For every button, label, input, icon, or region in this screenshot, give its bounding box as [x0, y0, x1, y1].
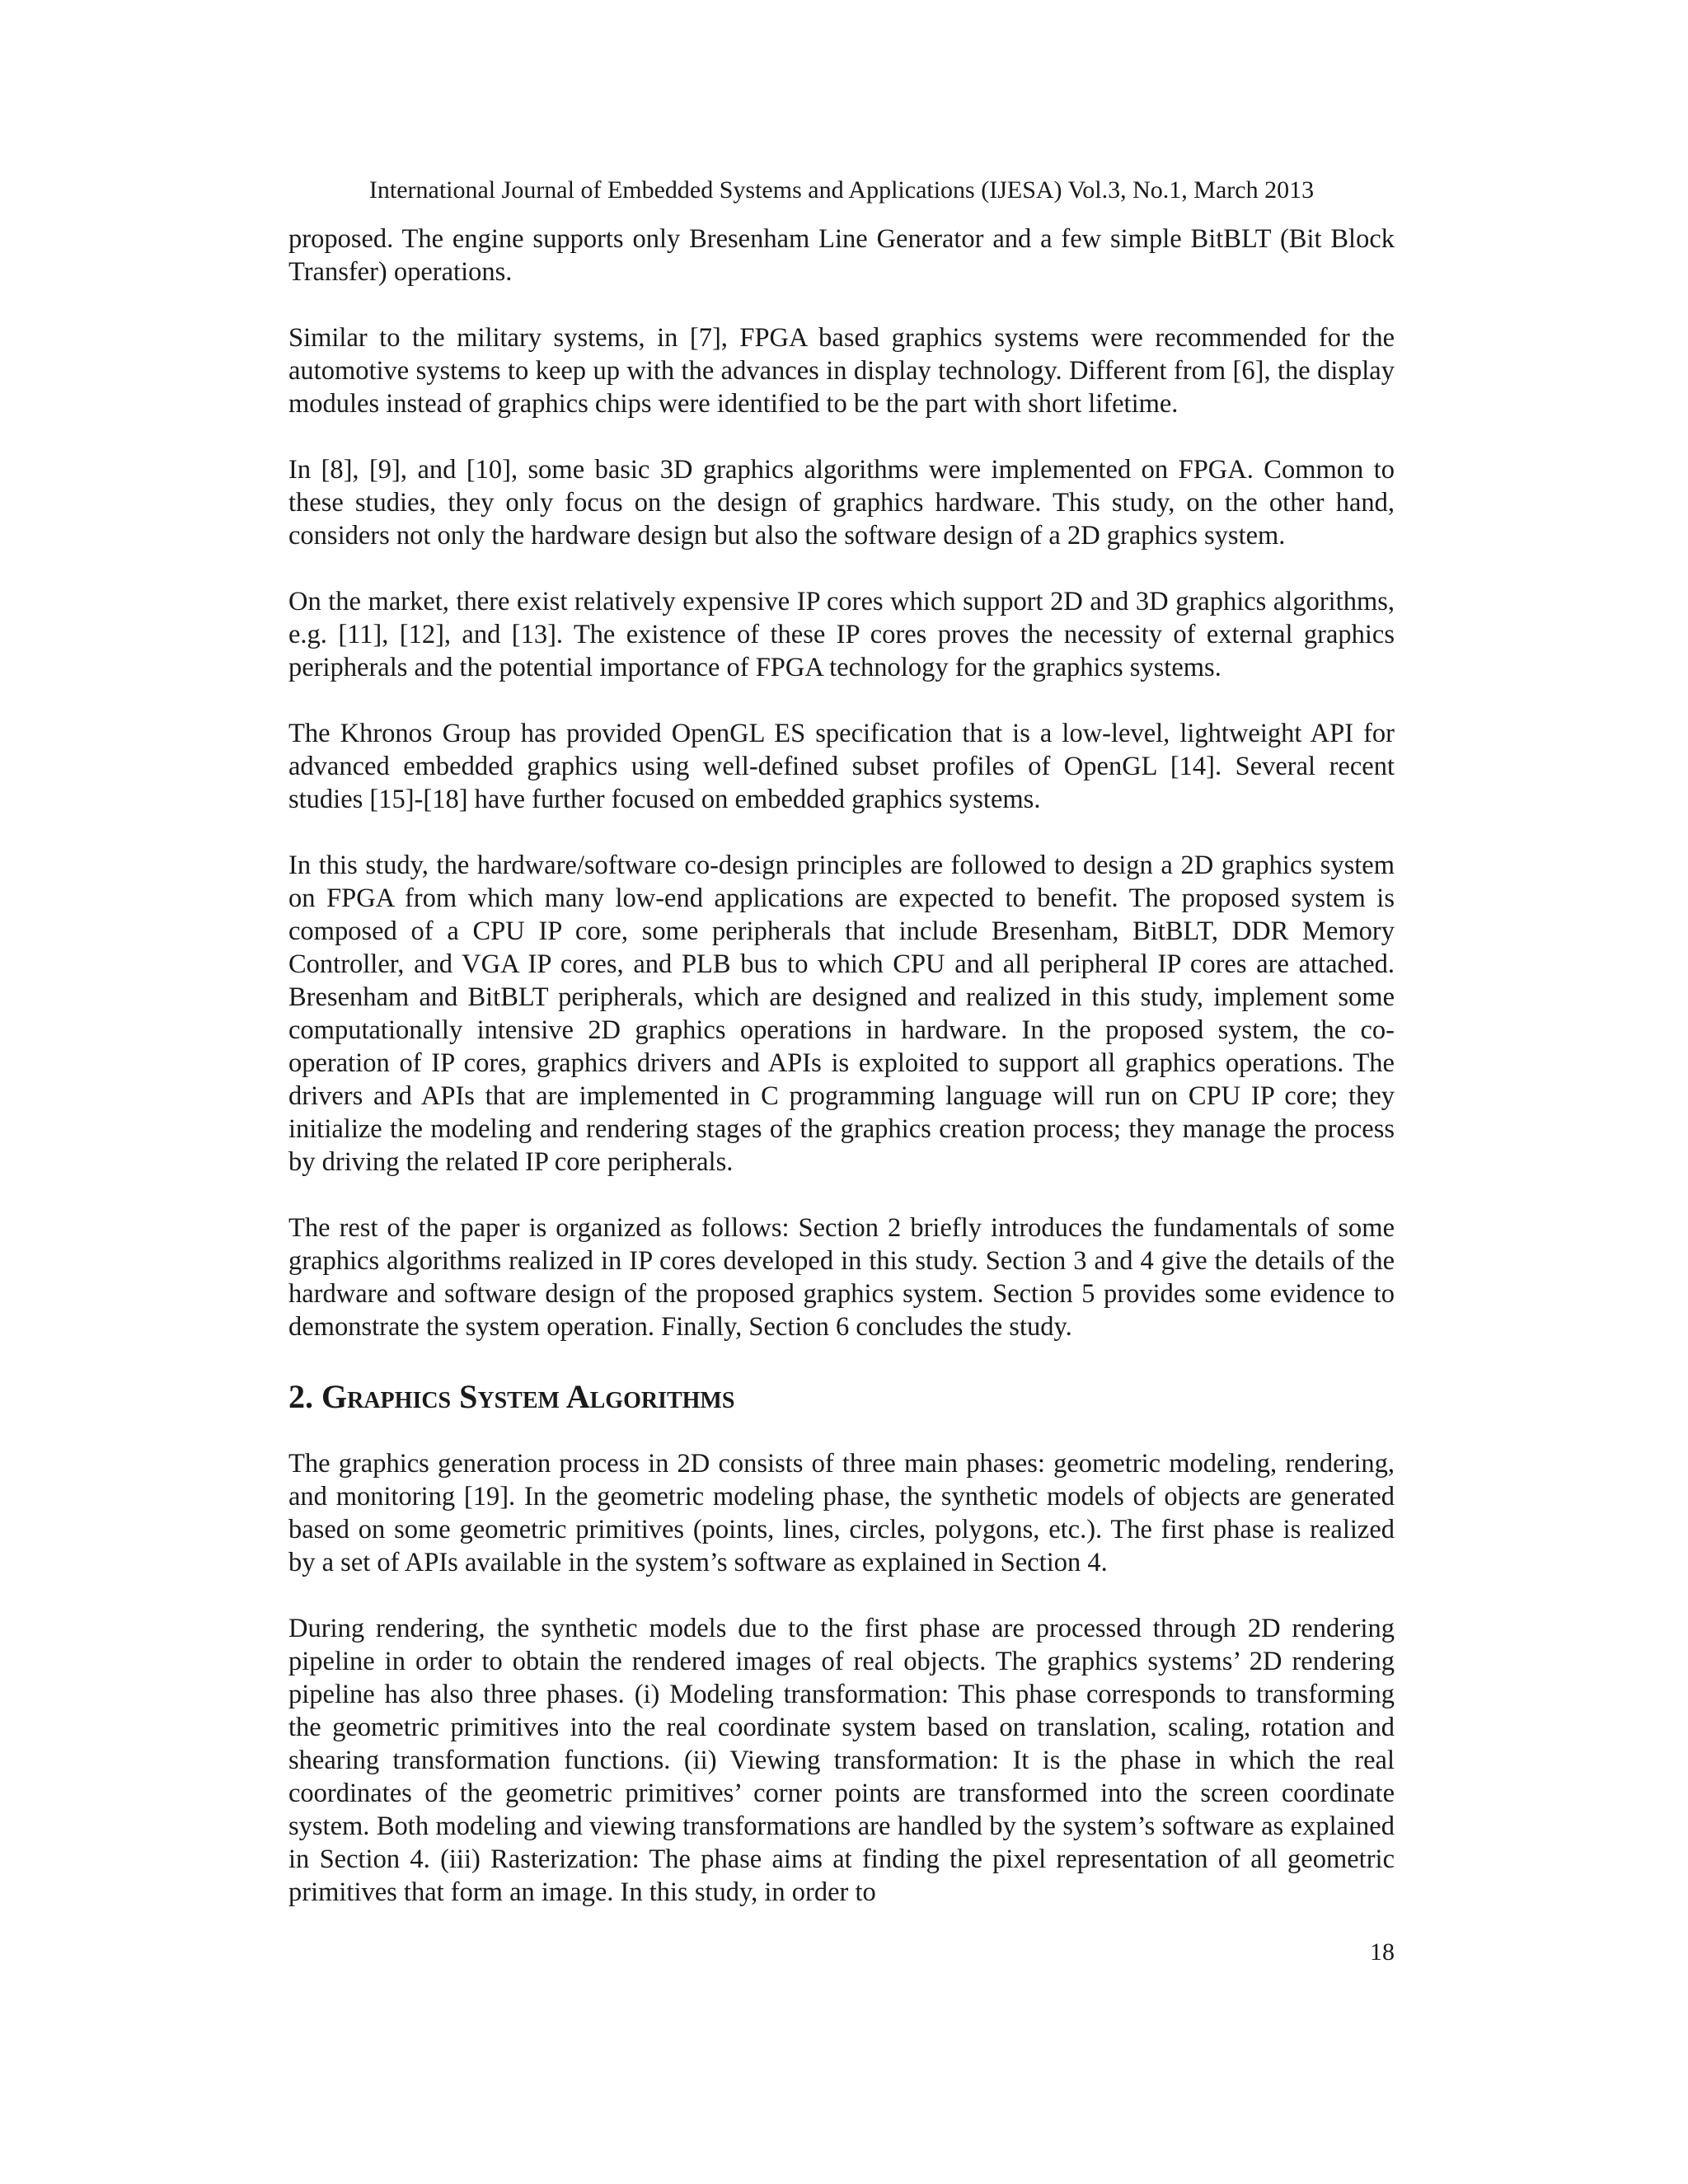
paragraph-opengl-es: The Khronos Group has provided OpenGL ES specification that is a low-level, lightweight API for advanced embedded graphics using well-defined subset profiles of OpenGL [14]. Several recent studies [15]-[18] have further focused on embedded graphics systems. — [288, 719, 1395, 814]
paragraph-paper-organization: The rest of the paper is organized as follows: Section 2 briefly introduces the fundamentals of some graphics algorithms realized in IP cores developed in this study. Section 3 and 4 give the details of the hardware and software design of the proposed graphics system. Section 5 provides some evidence to demonstrate the system operation. Finally, Section 6 concludes the study. — [288, 1213, 1395, 1342]
paragraph-3d-algorithms: In [8], [9], and [10], some basic 3D graphics algorithms were implemented on FPGA. Common to these studies, they only focus on the design of graphics hardware. This study, on the other hand, considers not only the hardware design but also the software design of a 2D graphics system. — [288, 455, 1395, 551]
paragraph-intro-continuation: proposed. The engine supports only Bresenham Line Generator and a few simple BitBLT (Bit Block Transfer) operations. — [288, 224, 1395, 287]
running-header: International Journal of Embedded Systems and Applications (IJESA) Vol.3, No.1, March 2013 — [368, 176, 1315, 204]
paragraph-rendering-pipeline: During rendering, the synthetic models due to the first phase are processed through 2D rendering pipeline in order to obtain the rendered images of real objects. The graphics systems’ 2D rendering pipeline has also three phases. (i) Modeling transformation: This phase corresponds to transforming the geometric primitives into the real coordinate system based on translation, scaling, rotation and shearing transformation functions. (ii) Viewing transformation: It is the phase in which the real coordinates of the geometric primitives’ corner points are transformed into the screen coordinate system. Both modeling and viewing transformations are handled by the system’s software as explained in Section 4. (iii) Rasterization: The phase aims at finding the pixel representation of all geometric primitives that form an image. In this study, in order to — [288, 1614, 1395, 1907]
paragraph-generation-process: The graphics generation process in 2D consists of three main phases: geometric modeling, rendering, and monitoring [19]. In the geometric modeling phase, the synthetic models of objects are generated based on some geometric primitives (points, lines, circles, polygons, etc.). The first phase is realized by a set of APIs available in the system’s software as explained in Section 4. — [288, 1449, 1395, 1577]
page-number: 18 — [1370, 1938, 1395, 1966]
paper-page — [288, 0, 1395, 2184]
section-heading: 2. Graphics System Algorithms — [288, 1378, 735, 1415]
body-text — [288, 223, 1395, 1942]
paragraph-automotive-fpga: Similar to the military systems, in [7], FPGA based graphics systems were recommended for the automotive systems to keep up with the advances in display technology. Different from [6], the display modules instead of graphics chips were identified to be the part with short lifetime. — [288, 323, 1395, 419]
paragraph-ip-cores-market: On the market, there exist relatively expensive IP cores which support 2D and 3D graphics algorithms, e.g. [11], [12], and [13]. The existence of these IP cores proves the necessity of external graphics peripherals and the potential importance of FPGA technology for the graphics systems. — [288, 587, 1395, 682]
paragraph-this-study: In this study, the hardware/software co-design principles are followed to design a 2D graphics system on FPGA from which many low-end applications are expected to benefit. The proposed system is composed of a CPU IP core, some peripherals that include Bresenham, BitBLT, DDR Memory Controller, and VGA IP cores, and PLB bus to which CPU and all peripheral IP cores are attached. Bresenham and BitBLT peripherals, which are designed and realized in this study, implement some computationally intensive 2D graphics operations in hardware. In the proposed system, the co-operation of IP cores, graphics drivers and APIs is exploited to support all graphics operations. The drivers and APIs that are implemented in C programming language will run on CPU IP core; they initialize the modeling and rendering stages of the graphics creation process; they manage the process by driving the related IP core peripherals. — [288, 851, 1395, 1177]
